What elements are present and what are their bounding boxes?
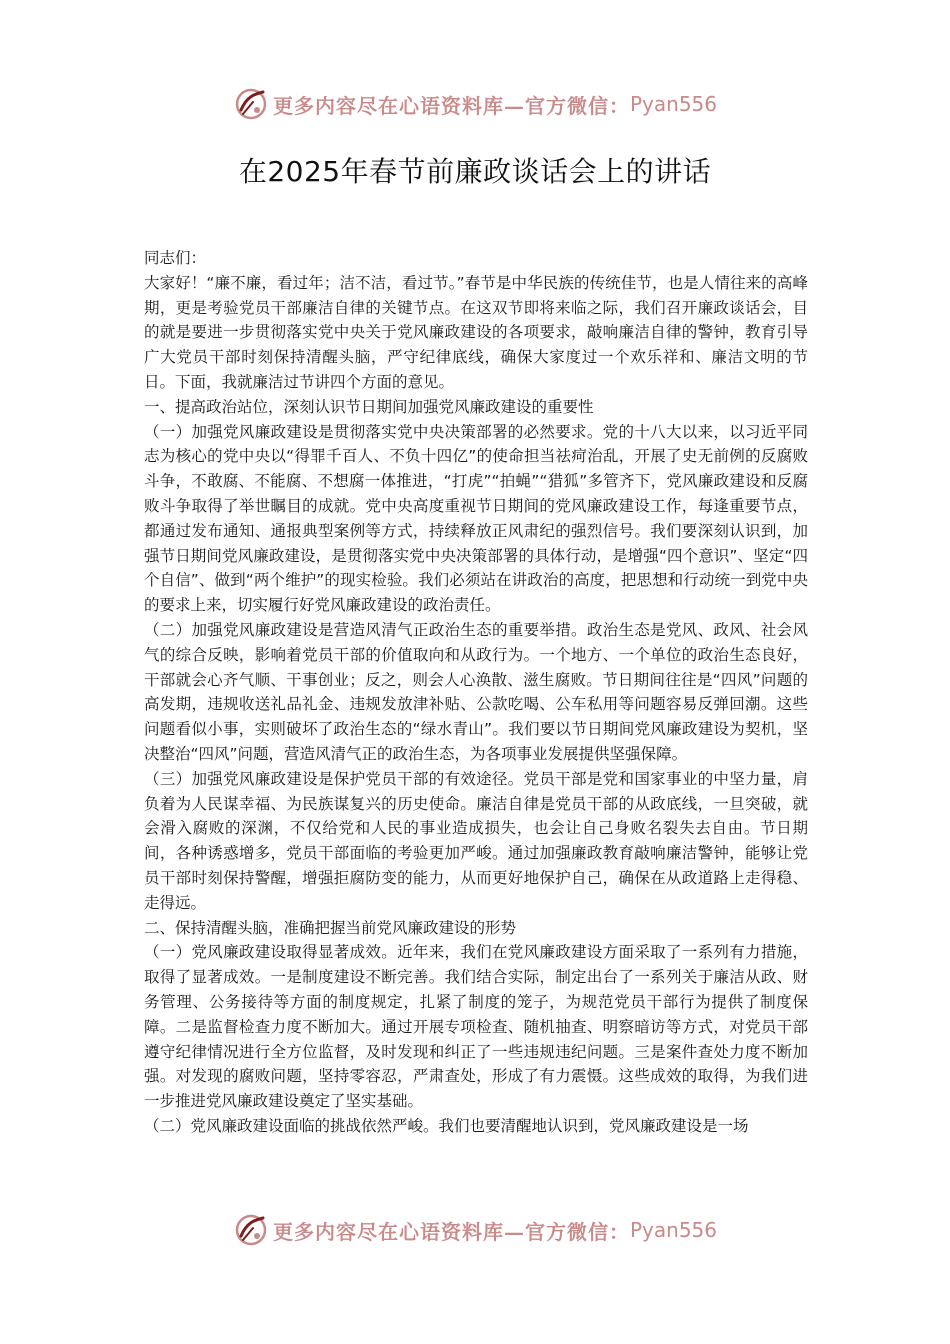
- paragraph: （二）党风廉政建设面临的挑战依然严峻。我们也要清醒地认识到，党风廉政建设是一场: [144, 1116, 749, 1135]
- paragraph: （一）加强党风廉政建设是贯彻落实党中央决策部署的必然要求。党的十八大以来，以习近平同志为核心的党中央以“得罪千百人、不负十四亿”的使命担当祛疴治乱，开展了史无前例的反腐败斗争，不敢腐、不能腐、不想腐一体推进，“打虎”“拍蝇”“猎狐”多管齐下，党风廉政建设和反腐败斗争取得了举世瞩目的成就。党中央高度重视节日期间的党风廉政建设工作，每逢重要节点，都通过发布通知、通报典型案例等方式，持续释放正风肃纪的强烈信号。我们要深刻认识到，加强节日期间党风廉政建设，是贯彻落实党中央决策部署的具体行动，是增强“四个意识”、坚定“四个自信”、做到“两个维护”的现实检验。我们必须站在讲政治的高度，把思想和行动统一到党中央的要求上来，切实履行好党风廉政建设的政治责任。: [144, 422, 808, 615]
- header-watermark-banner: [0, 84, 950, 124]
- paragraph: 大家好！“廉不廉，看过年；洁不洁，看过节。”春节是中华民族的传统佳节，也是人情往来的高峰期，更是考验党员干部廉洁自律的关键节点。在这双节即将来临之际，我们召开廉政谈话会，目的就是要进一步贯彻落实党中央关于党风廉政建设的各项要求，敲响廉洁自律的警钟，教育引导广大党员干部时刻保持清醒头脑，严守纪律底线，确保大家度过一个欢乐祥和、廉洁文明的节日。下面，我就廉洁过节讲四个方面的意见。: [144, 273, 808, 391]
- banner-text: 更多内容尽在心语资料库—官方微信：: [272, 1219, 630, 1244]
- footer-watermark-banner: [0, 1210, 950, 1250]
- paragraph: （一）党风廉政建设取得显著成效。近年来，我们在党风廉政建设方面采取了一系列有力措施，取得了显著成效。一是制度建设不断完善。我们结合实际，制定出台了一系列关于廉洁从政、财务管理、公务接待等方面的制度规定，扎紧了制度的笼子，为规范党员干部行为提供了制度保障。二是监督检查力度不断加大。通过开展专项检查、随机抽查、明察暗访等方式，对党员干部遵守纪律情况进行全方位监督，及时发现和纠正了一些违规违纪问题。三是案件查处力度不断加强。对发现的腐败问题，坚持零容忍，严肃查处，形成了有力震慑。这些成效的取得，为我们进一步推进党风廉政建设奠定了坚实基础。: [144, 943, 808, 1111]
- pen-swirl-logo-icon: [233, 86, 269, 122]
- salutation: 同志们：: [144, 249, 207, 267]
- document-body: [144, 246, 808, 1139]
- paragraph: （二）加强党风廉政建设是营造风清气正政治生态的重要举措。政治生态是党风、政风、社会风气的综合反映，影响着党员干部的价值取向和从政行为。一个地方、一个单位的政治生态良好，干部就会心齐气顺、干事创业；反之，则会人心涣散、滋生腐败。节日期间往往是“四风”问题的高发期，违规收送礼品礼金、违规发放津补贴、公款吃喝、公车私用等问题容易反弹回潮。这些问题看似小事，实则破坏了政治生态的“绿水青山”。我们要以节日期间党风廉政建设为契机，坚决整治“四风”问题，营造风清气正的政治生态，为各项事业发展提供坚强保障。: [144, 620, 808, 763]
- pen-swirl-logo-icon: [233, 1212, 269, 1248]
- banner-text: 更多内容尽在心语资料库—官方微信：: [272, 93, 630, 118]
- section-heading: 一、提高政治站位，深刻认识节日期间加强党风廉政建设的重要性: [144, 397, 594, 416]
- paragraph: （三）加强党风廉政建设是保护党员干部的有效途径。党员干部是党和国家事业的中坚力量，肩负着为人民谋幸福、为民族谋复兴的历史使命。廉洁自律是党员干部的从政底线，一旦突破，就会滑入腐败的深渊，不仅给党和人民的事业造成损失，也会让自己身败名裂失去自由。节日期间，各种诱惑增多，党员干部面临的考验更加严峻。通过加强廉政教育敲响廉洁警钟，能够让党员干部时刻保持警醒，增强拒腐防变的能力，从而更好地保护自己，确保在从政道路上走得稳、走得远。: [144, 769, 808, 912]
- section-heading: 二、保持清醒头脑，准确把握当前党风廉政建设的形势: [144, 918, 517, 937]
- banner-wechat-id: Pyan556: [629, 92, 717, 116]
- document-title: 在2025年春节前廉政谈话会上的讲话: [238, 155, 712, 188]
- banner-wechat-id: Pyan556: [629, 1218, 717, 1242]
